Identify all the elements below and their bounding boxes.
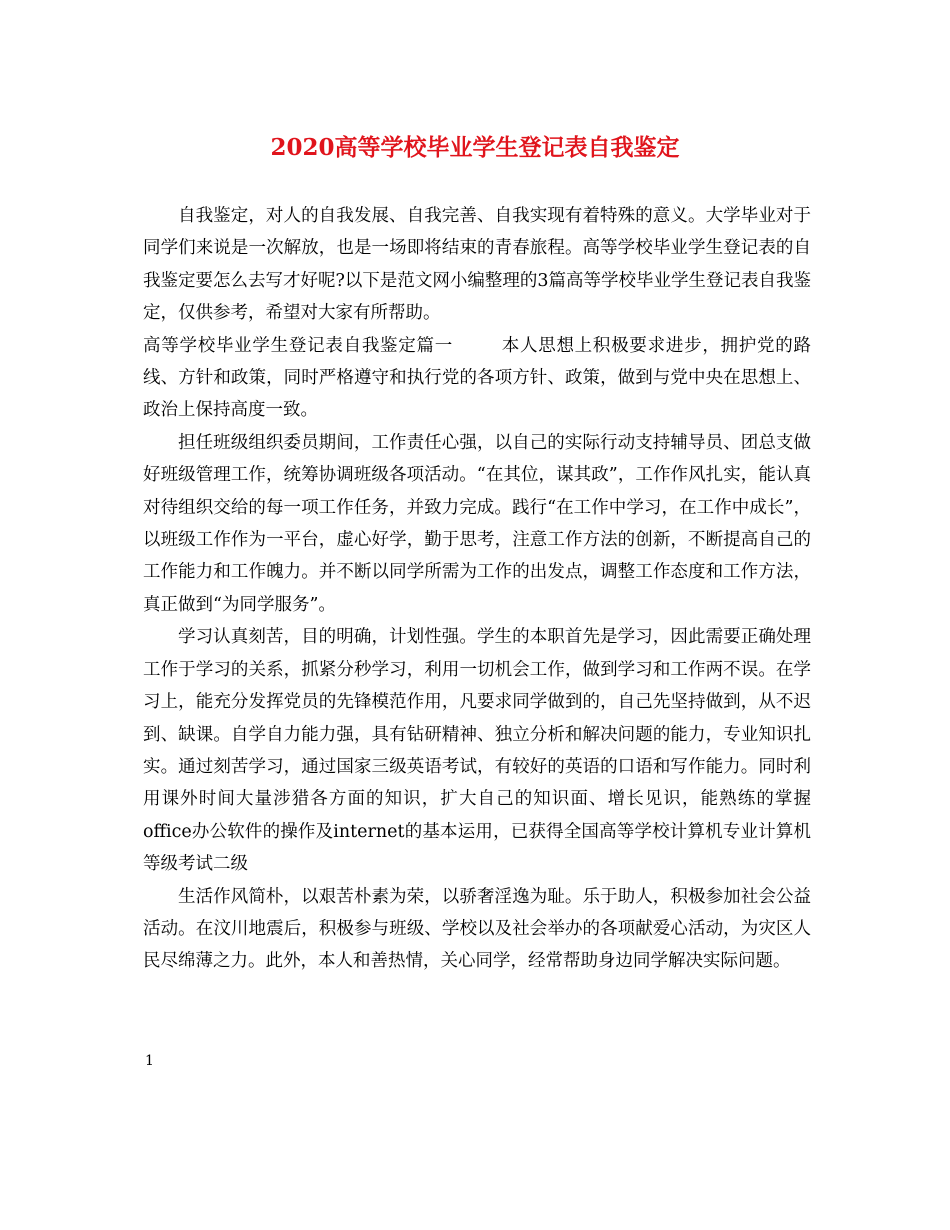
page-number: 1 [145, 1053, 154, 1069]
document-title: 2020高等学校毕业学生登记表自我鉴定 [270, 134, 680, 161]
section-paragraph [143, 330, 811, 427]
intro-paragraph: 自我鉴定，对人的自我发展、自我完善、自我实现有着特殊的意义。大学毕业对于同学们来说是一次解放，也是一场即将结束的青春旅程。高等学校毕业学生登记表的自我鉴定要怎么去写才好呢?以下是范文网小编整理的3篇高等学校毕业学生登记表自我鉴定，仅供参考，希望对大家有所帮助。 [143, 206, 812, 324]
section-first-text: 本人思想上积极要求进步，拥护党的路线、方针和政策，同时严格遵守和执行党的各项方针、政策，做到与党中央在思想上、政治上保持高度一致。 [143, 335, 811, 421]
body-paragraph-work: 担任班级组织委员期间，工作责任心强，以自己的实际行动支持辅导员、团总支做好班级管理工作，统筹协调班级各项活动。“在其位，谋其政”，工作作风扎实，能认真对待组织交给的每一项工作任务，并致力完成。践行“在工作中学习，在工作中成长”，以班级工作作为一平台，虚心好学，勤于思考，注意工作方法的创新，不断提高自己的工作能力和工作魄力。并不断以同学所需为工作的出发点，调整工作态度和工作方法，真正做到“为同学服务”。 [143, 432, 811, 615]
body-paragraph-life: 生活作风简朴，以艰苦朴素为荣，以骄奢淫逸为耻。乐于助人，积极参加社会公益活动。在汶川地震后，积极参与班级、学校以及社会举办的各项献爱心活动，为灾区人民尽绵薄之力。此外，本人和善热情，关心同学，经常帮助身边同学解决实际问题。 [143, 886, 811, 972]
body-paragraph-study: 学习认真刻苦，目的明确，计划性强。学生的本职首先是学习，因此需要正确处理工作于学习的关系，抓紧分秒学习，利用一切机会工作，做到学习和工作两不误。在学习上，能充分发挥党员的先锋模范作用，凡要求同学做到的，自己先坚持做到，从不迟到、缺课。自学自力能力强，具有钻研精神、独立分析和解决问题的能力，专业知识扎实。通过刻苦学习，通过国家三级英语考试，有较好的英语的口语和写作能力。同时利用课外时间大量涉猎各方面的知识，扩大自己的知识面、增长见识，能熟练的掌握office办公软件的操作及internet的基本运用，已获得全国高等学校计算机专业计算机等级考试二级 [143, 627, 811, 875]
document-body [143, 200, 811, 978]
section-heading: 高等学校毕业学生登记表自我鉴定篇一 [143, 335, 453, 356]
